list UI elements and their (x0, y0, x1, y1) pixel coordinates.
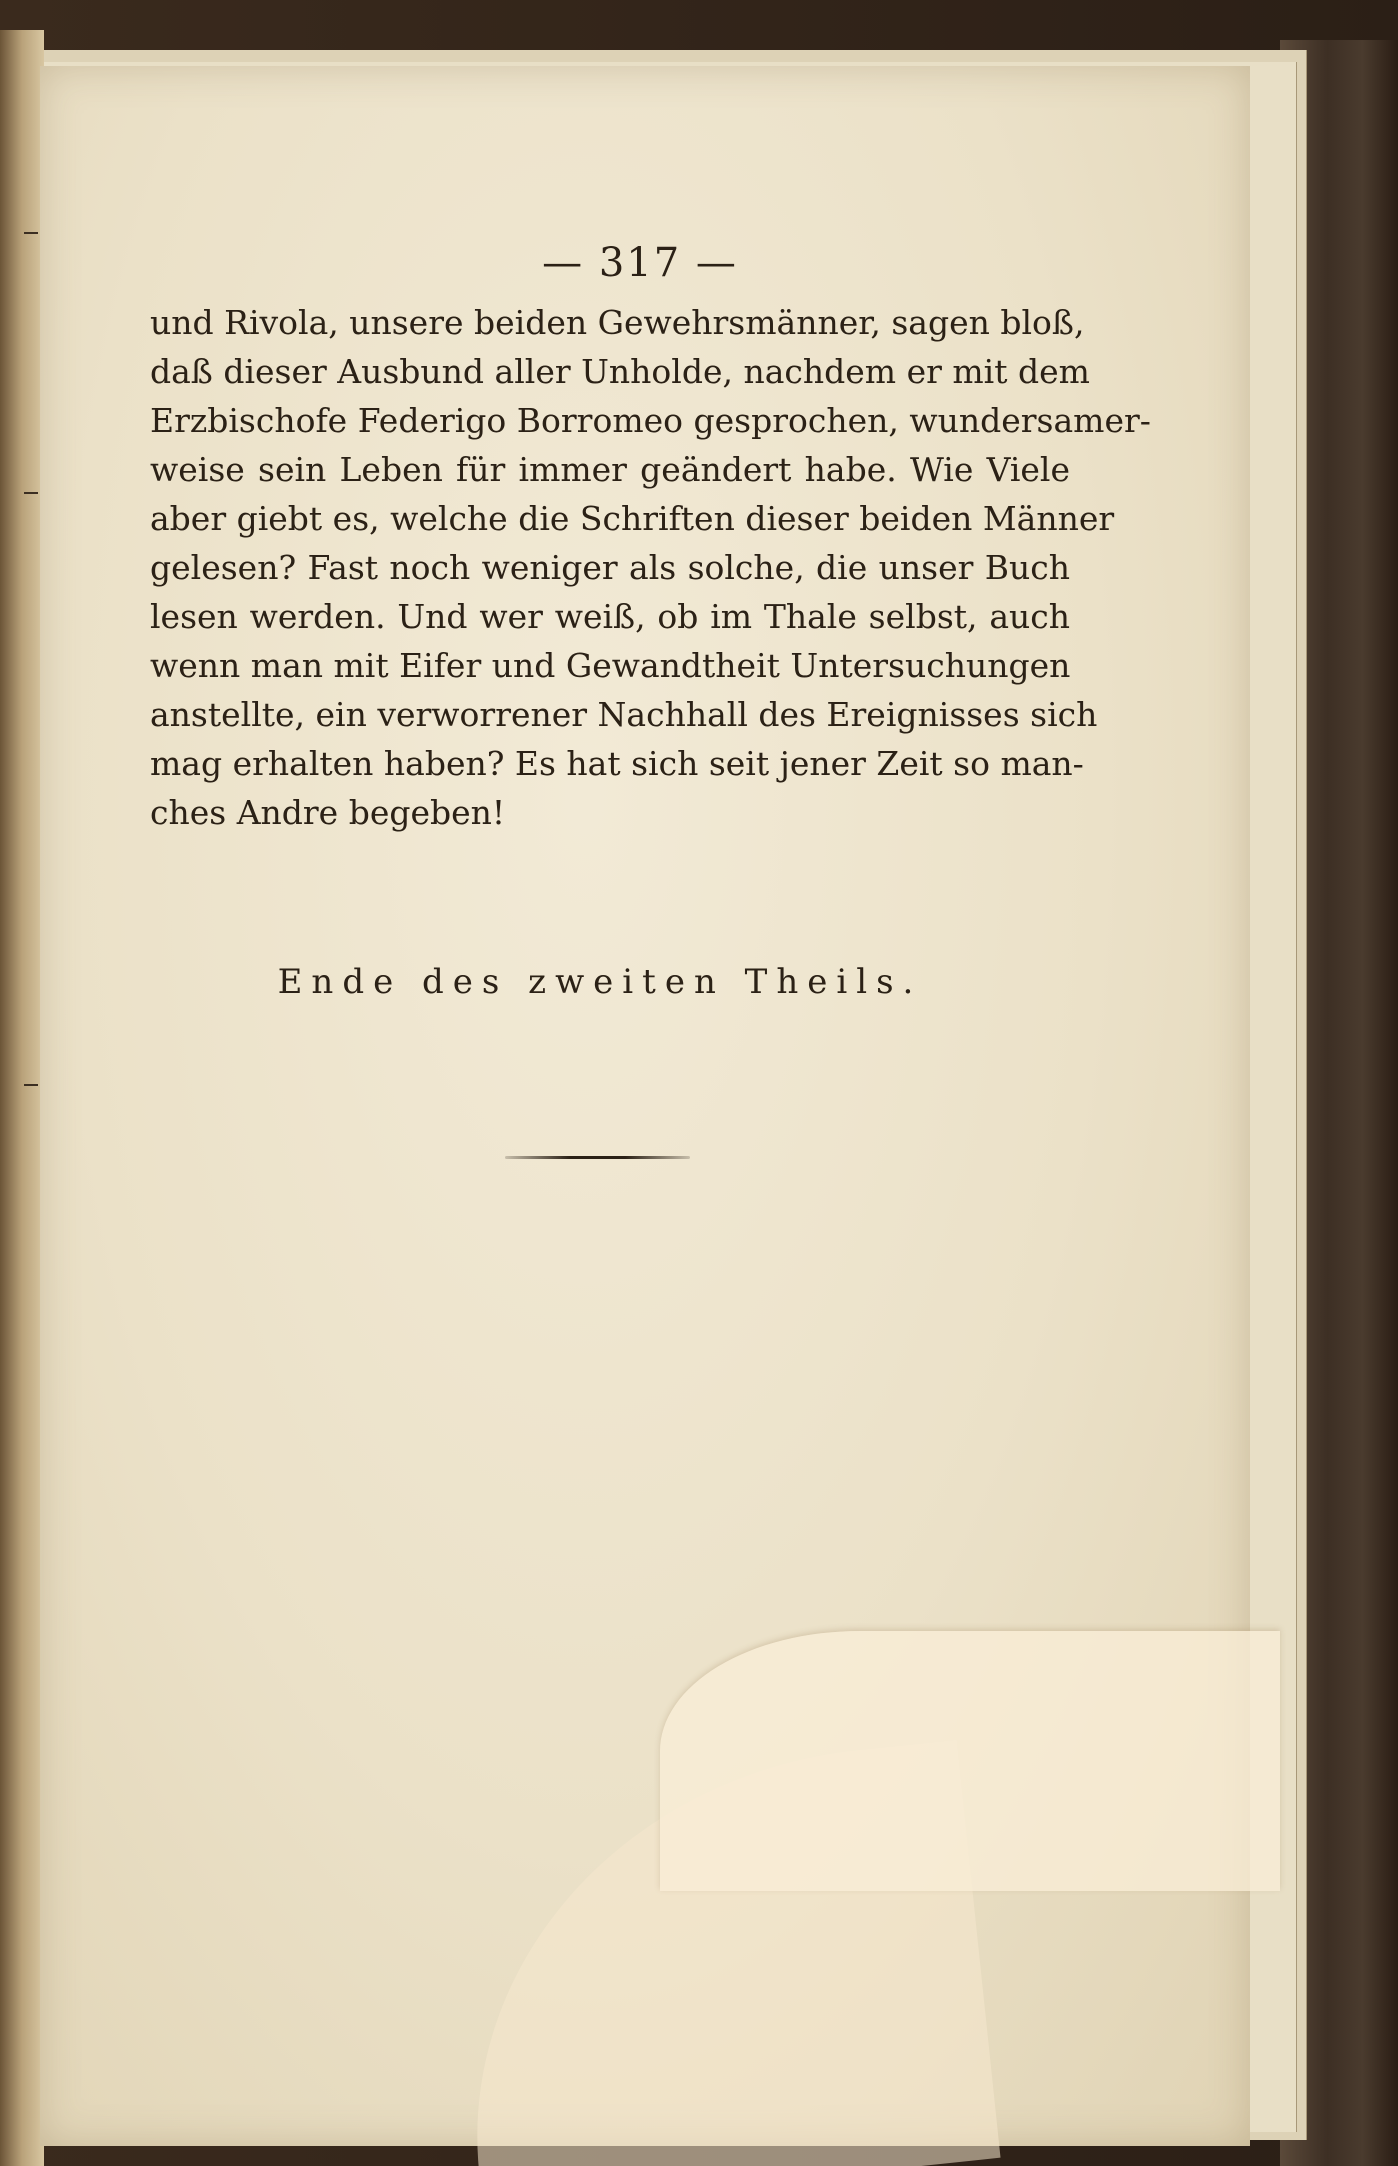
text-line: mag erhalten haben? Es hat sich seit jener Zeit so man- (150, 744, 1084, 783)
binding-thread (24, 492, 38, 494)
text-line: und Rivola, unsere beiden Gewehrsmänner, sagen bloß, (150, 303, 1085, 342)
text-line: lesen werden. Und wer weiß, ob im Thale selbst, auch (150, 597, 1070, 636)
text-line: weise sein Leben für immer geändert habe. Wie Viele (150, 450, 1070, 489)
text-line: wenn man mit Eifer und Gewandtheit Untersuchungen (150, 646, 1071, 685)
text-line: ches Andre begeben! (150, 793, 506, 832)
binding-thread (24, 232, 38, 234)
left-binding-edge (0, 30, 44, 2166)
text-line: anstellte, ein verworrener Nachhall des Ereignisses sich (150, 695, 1098, 734)
closing-rule (505, 1156, 690, 1159)
text-line: gelesen? Fast noch weniger als solche, die unser Buch (150, 548, 1070, 587)
page-number: — 317 — (542, 240, 738, 286)
body-text (150, 298, 1151, 837)
paper-fold-patch (660, 1631, 1280, 1891)
text-line: aber giebt es, welche die Schriften dieser beiden Männer (150, 499, 1115, 538)
binding-thread (24, 1084, 38, 1086)
end-of-volume-note: Ende des zweiten Theils. (277, 962, 923, 1002)
text-line: daß dieser Ausbund aller Unholde, nachdem er mit dem (150, 352, 1090, 391)
text-line: Erzbischofe Federigo Borromeo gesprochen, wundersamer- (150, 401, 1151, 440)
